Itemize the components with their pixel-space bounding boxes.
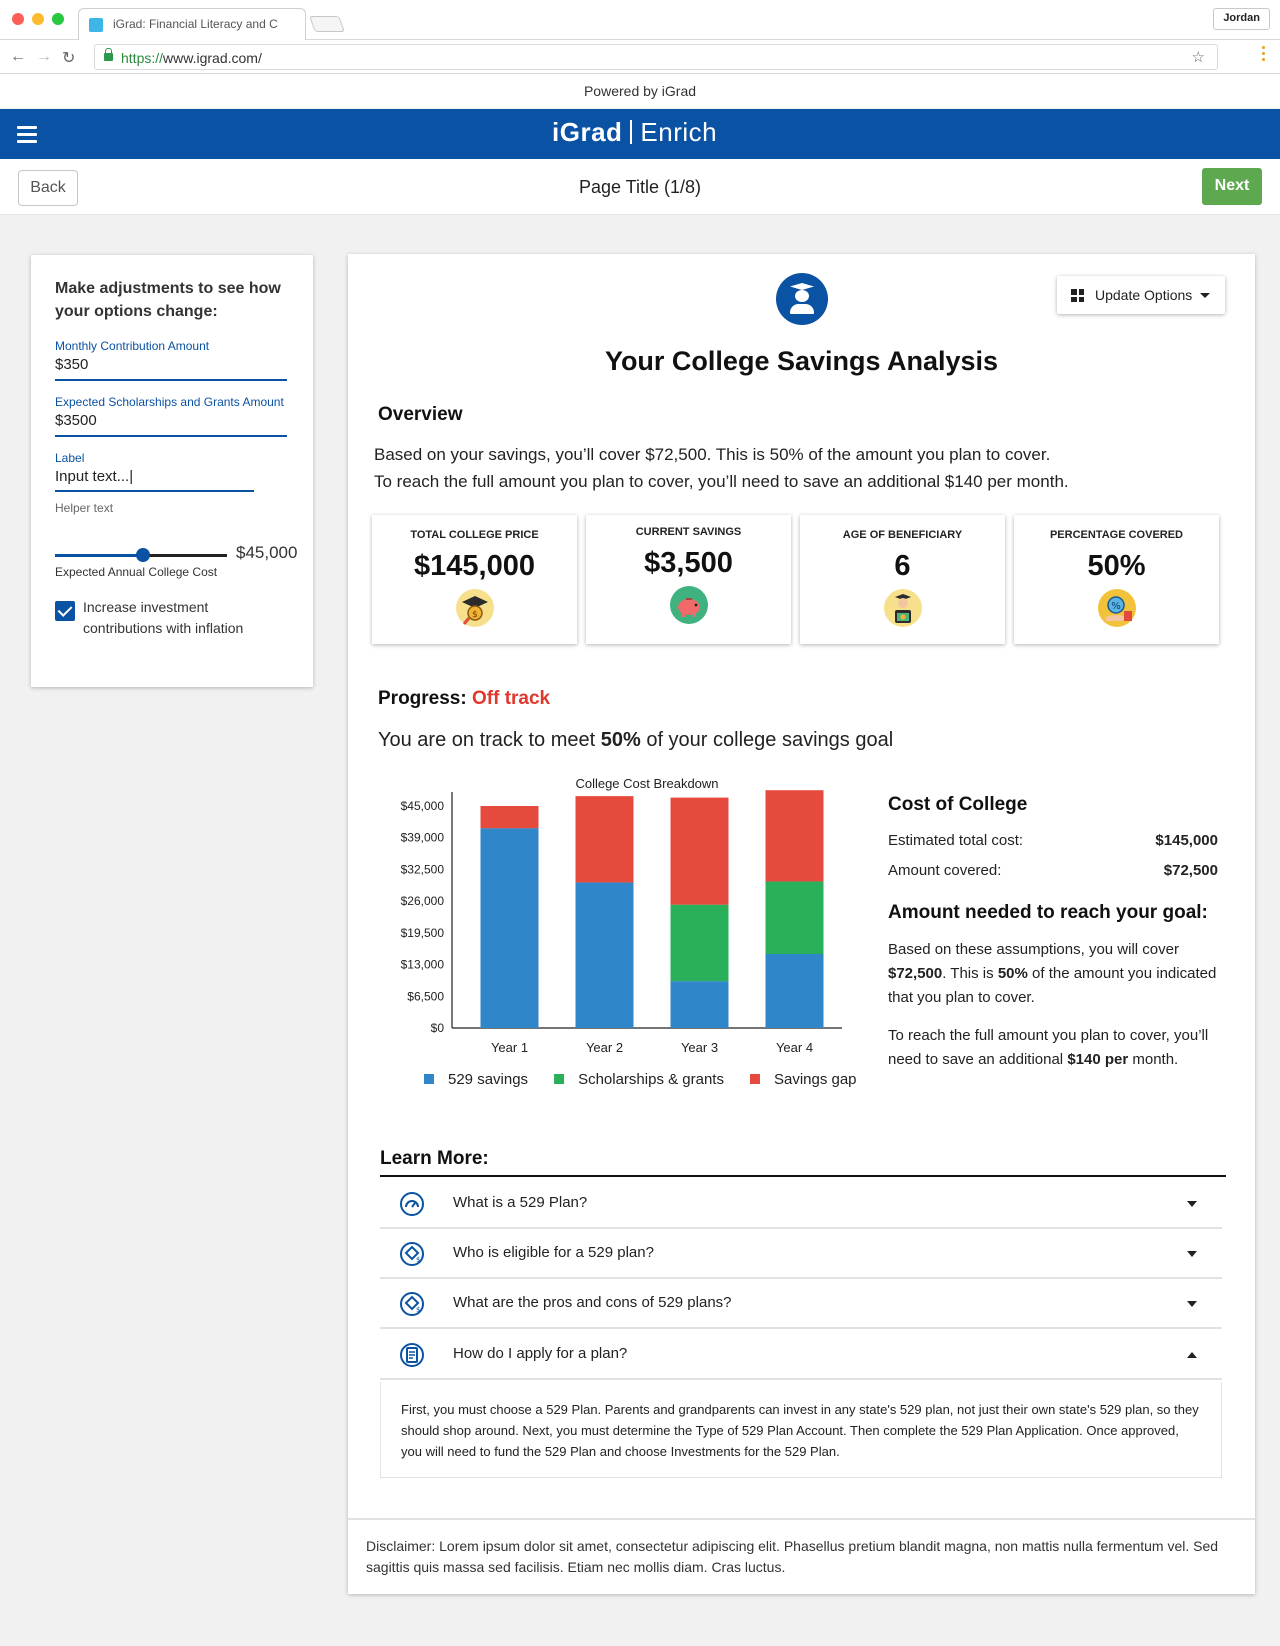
analysis-card bbox=[348, 254, 1255, 1594]
stat-card-beneficiary-age bbox=[800, 515, 1005, 644]
x-tick-label: Year 3 bbox=[680, 1040, 719, 1055]
piggy-bank-icon bbox=[670, 586, 708, 624]
helper-text: Helper text bbox=[55, 501, 114, 515]
overview-heading: Overview bbox=[378, 404, 463, 425]
y-tick-label: $32,500 bbox=[400, 862, 444, 877]
bar-segment bbox=[671, 905, 729, 981]
browser-address-bar bbox=[0, 40, 1280, 74]
legend-swatch bbox=[554, 1074, 564, 1084]
chart-svg bbox=[372, 774, 862, 1094]
url-field[interactable] bbox=[94, 44, 1218, 70]
y-tick-label: $0 bbox=[430, 1021, 444, 1035]
progress-percent: 50% bbox=[600, 729, 641, 751]
overview-line-2: To reach the full amount you plan to cover, you’ll need to save an additional $140 per month. bbox=[374, 472, 1069, 491]
goal-text: Based on these assumptions, you will cover bbox=[888, 941, 1179, 958]
faq-item-pros-cons[interactable] bbox=[380, 1279, 1222, 1329]
y-tick-label: $45,000 bbox=[400, 799, 444, 813]
stat-label: AGE OF BENEFICIARY bbox=[842, 529, 963, 541]
faq-question: How do I apply for a plan? bbox=[453, 1345, 628, 1362]
lock-icon bbox=[104, 53, 113, 61]
stat-label: TOTAL COLLEGE PRICE bbox=[410, 529, 539, 541]
y-tick-label: $26,000 bbox=[400, 894, 444, 909]
goal-text: month. bbox=[1128, 1051, 1179, 1068]
stat-value: $145,000 bbox=[414, 550, 535, 582]
x-tick-label: Year 2 bbox=[585, 1040, 624, 1055]
analysis-title: Your College Savings Analysis bbox=[604, 346, 999, 376]
inflation-option[interactable] bbox=[55, 597, 289, 641]
faq-item-eligibility[interactable] bbox=[380, 1229, 1222, 1279]
chevron-down-icon bbox=[1187, 1301, 1197, 1307]
goal-heading: Amount needed to reach your goal: bbox=[888, 902, 1208, 923]
faq-item-what-is-529[interactable] bbox=[380, 1179, 1222, 1229]
graduate-diploma-icon bbox=[884, 589, 922, 627]
bar-segment bbox=[481, 828, 539, 1028]
adjustments-intro: Make adjustments to see how your options change: bbox=[55, 280, 281, 320]
y-tick-label: $19,500 bbox=[400, 925, 444, 940]
goal-monthly: $140 per bbox=[1067, 1051, 1129, 1068]
document-icon bbox=[400, 1343, 424, 1367]
overview-text bbox=[374, 441, 1234, 495]
svg-text:$: $ bbox=[416, 1306, 421, 1314]
faq-item-how-to-apply[interactable] bbox=[380, 1330, 1222, 1380]
slider-label: Expected Annual College Cost bbox=[55, 565, 218, 579]
slider-fill bbox=[55, 554, 143, 557]
slider-handle[interactable] bbox=[136, 548, 150, 562]
estimated-cost-row bbox=[888, 832, 1218, 850]
new-tab-button[interactable] bbox=[309, 16, 345, 32]
browser-tab-bar bbox=[0, 0, 1280, 40]
goal-amount: $72,500 bbox=[888, 965, 943, 982]
next-button[interactable]: Next bbox=[1202, 168, 1262, 205]
bar-segment bbox=[481, 806, 539, 828]
stat-label: PERCENTAGE COVERED bbox=[1049, 529, 1184, 541]
slider-value: $45,000 bbox=[236, 543, 298, 562]
stat-value: $3,500 bbox=[644, 547, 733, 579]
adjustments-panel bbox=[31, 255, 313, 687]
url-host: www.igrad.com/ bbox=[163, 50, 262, 66]
tab-title: iGrad: Financial Literacy and C bbox=[113, 17, 278, 31]
overview-line-1: Based on your savings, you’ll cover $72,500. This is 50% of the amount you plan to cover. bbox=[374, 445, 1051, 464]
amount-covered-value: $72,500 bbox=[1163, 862, 1218, 879]
scholarships-input[interactable]: $3500 bbox=[55, 412, 287, 437]
stat-label: CURRENT SAVINGS bbox=[635, 526, 742, 538]
graduation-money-icon bbox=[456, 589, 494, 627]
stat-card-total-price bbox=[372, 515, 577, 644]
favicon-icon bbox=[89, 18, 103, 32]
x-tick-label: Year 1 bbox=[490, 1040, 529, 1055]
chevron-down-icon bbox=[1187, 1251, 1197, 1257]
goal-text: . This is bbox=[942, 965, 998, 982]
bar-segment bbox=[766, 790, 824, 881]
browser-menu-icon[interactable] bbox=[1262, 46, 1266, 64]
inflation-checkbox-label: Increase investment contributions with inflation bbox=[83, 599, 244, 636]
faq-question: What is a 529 Plan? bbox=[453, 1194, 588, 1211]
goal-text: To reach the full amount you plan to cover, you’ll need to save an additional bbox=[888, 1027, 1209, 1068]
profile-button[interactable]: Jordan bbox=[1213, 8, 1270, 30]
monthly-contribution-input[interactable]: $350 bbox=[55, 356, 287, 381]
bar-segment bbox=[576, 882, 634, 1028]
scholarships-label: Expected Scholarships and Grants Amount bbox=[55, 395, 284, 409]
progress-summary-post: of your college savings goal bbox=[640, 729, 894, 751]
faq-question: Who is eligible for a 529 plan? bbox=[453, 1244, 654, 1261]
chevron-down-icon bbox=[1187, 1201, 1197, 1207]
logo-enrich: Enrich bbox=[640, 117, 718, 147]
tag-dollar-icon bbox=[400, 1242, 424, 1266]
amount-covered-label: Amount covered: bbox=[888, 862, 1002, 879]
monthly-contribution-label: Monthly Contribution Amount bbox=[55, 339, 210, 353]
logo bbox=[552, 117, 717, 148]
progress-heading bbox=[378, 688, 550, 710]
amount-covered-row bbox=[888, 862, 1218, 880]
legend-label: Savings gap bbox=[773, 1071, 857, 1088]
progress-label: Progress: bbox=[378, 688, 467, 709]
chevron-up-icon bbox=[1187, 1352, 1197, 1358]
bar-segment bbox=[766, 881, 824, 954]
hamburger-menu-icon[interactable] bbox=[17, 126, 37, 147]
generic-text-input[interactable]: Input text...| bbox=[55, 468, 254, 492]
forward-arrow-icon[interactable]: → bbox=[36, 48, 52, 65]
goal-paragraph-1 bbox=[888, 938, 1218, 1010]
bar-segment bbox=[766, 954, 824, 1028]
goal-paragraph-2 bbox=[888, 1024, 1218, 1072]
graduate-avatar-icon bbox=[776, 273, 828, 325]
back-button[interactable]: Back bbox=[18, 170, 78, 206]
svg-text:$: $ bbox=[416, 1256, 421, 1264]
cost-of-college bbox=[888, 794, 1218, 1072]
grid-icon bbox=[1071, 289, 1084, 302]
url-scheme: https:// bbox=[121, 50, 164, 66]
estimated-cost-value: $145,000 bbox=[1155, 832, 1218, 849]
minimize-window-dot[interactable] bbox=[32, 13, 44, 25]
stat-value: 6 bbox=[894, 550, 911, 582]
goal-percent: 50% bbox=[997, 965, 1028, 982]
tag-dollar-icon bbox=[400, 1292, 424, 1316]
learn-more-heading: Learn More: bbox=[380, 1148, 489, 1169]
page-toolbar bbox=[0, 159, 1280, 215]
percent-hand-icon bbox=[1098, 589, 1136, 627]
caret-down-icon bbox=[1200, 293, 1210, 298]
y-tick-label: $6,500 bbox=[407, 989, 444, 1004]
cost-heading: Cost of College bbox=[888, 794, 1028, 815]
zoom-window-dot[interactable] bbox=[52, 13, 64, 25]
progress-status: Off track bbox=[471, 688, 551, 709]
progress-summary-pre: You are on track to meet bbox=[378, 729, 601, 751]
browser-tab[interactable] bbox=[78, 8, 306, 40]
bar-segment bbox=[671, 981, 729, 1028]
app-header bbox=[0, 109, 1280, 159]
y-tick-label: $39,000 bbox=[400, 830, 444, 845]
powered-by-text: Powered by iGrad bbox=[0, 74, 1280, 108]
stat-card-current-savings bbox=[586, 515, 791, 644]
svg-text:$: $ bbox=[471, 610, 478, 620]
stat-card-percentage-covered bbox=[1014, 515, 1219, 644]
logo-igrad: iGrad bbox=[552, 117, 623, 147]
college-cost-slider[interactable] bbox=[55, 543, 298, 579]
stat-value: 50% bbox=[1087, 550, 1146, 582]
faq-question: What are the pros and cons of 529 plans? bbox=[453, 1294, 732, 1311]
bar-segment bbox=[671, 798, 729, 905]
update-options-button[interactable] bbox=[1057, 276, 1225, 314]
chart-title: College Cost Breakdown bbox=[575, 776, 719, 791]
inflation-checkbox[interactable] bbox=[55, 601, 75, 621]
close-window-dot[interactable] bbox=[12, 13, 24, 25]
learn-more-divider bbox=[380, 1175, 1226, 1177]
faq-answer: First, you must choose a 529 Plan. Parents and grandparents can invest in any state's 529 plan, not just their own state's 529 plan, so they should shop around. Next, you must determine the Type of 529 Plan Account. Then complete the 529 Plan Application. Once approved, you will need to fund the 529 Plan and choose Investments for the 529 Plan. bbox=[380, 1382, 1222, 1478]
back-arrow-icon[interactable]: ← bbox=[10, 48, 26, 65]
legend-label: Scholarships & grants bbox=[578, 1071, 724, 1088]
progress-summary bbox=[378, 729, 893, 752]
svg-text:%: % bbox=[1110, 601, 1121, 612]
disclaimer: Disclaimer: Lorem ipsum dolor sit amet, consectetur adipiscing elit. Phasellus pretium blandit magna, non mattis nulla fermentum vel. Sed sagittis quis massa sed facilisis. Etiam nec mollis diam. Cras luctus. bbox=[348, 1518, 1255, 1594]
reload-icon[interactable]: ↻ bbox=[62, 50, 76, 67]
update-options-label: Update Options bbox=[1095, 287, 1193, 303]
goal-text: of the amount you indicated that you plan to cover. bbox=[888, 965, 1217, 1006]
page-title: Page Title (1/8) bbox=[578, 177, 702, 197]
gauge-icon bbox=[400, 1192, 424, 1216]
bar-segment bbox=[576, 796, 634, 882]
estimated-cost-label: Estimated total cost: bbox=[888, 832, 1024, 849]
legend-label: 529 savings bbox=[448, 1071, 529, 1088]
x-tick-label: Year 4 bbox=[775, 1040, 814, 1055]
y-tick-label: $13,000 bbox=[400, 957, 444, 972]
legend-swatch bbox=[424, 1074, 434, 1084]
college-cost-chart bbox=[372, 774, 857, 1094]
legend-swatch bbox=[750, 1074, 760, 1084]
bookmark-star-icon[interactable]: ☆ bbox=[1191, 49, 1205, 66]
generic-field-label: Label bbox=[55, 451, 85, 465]
